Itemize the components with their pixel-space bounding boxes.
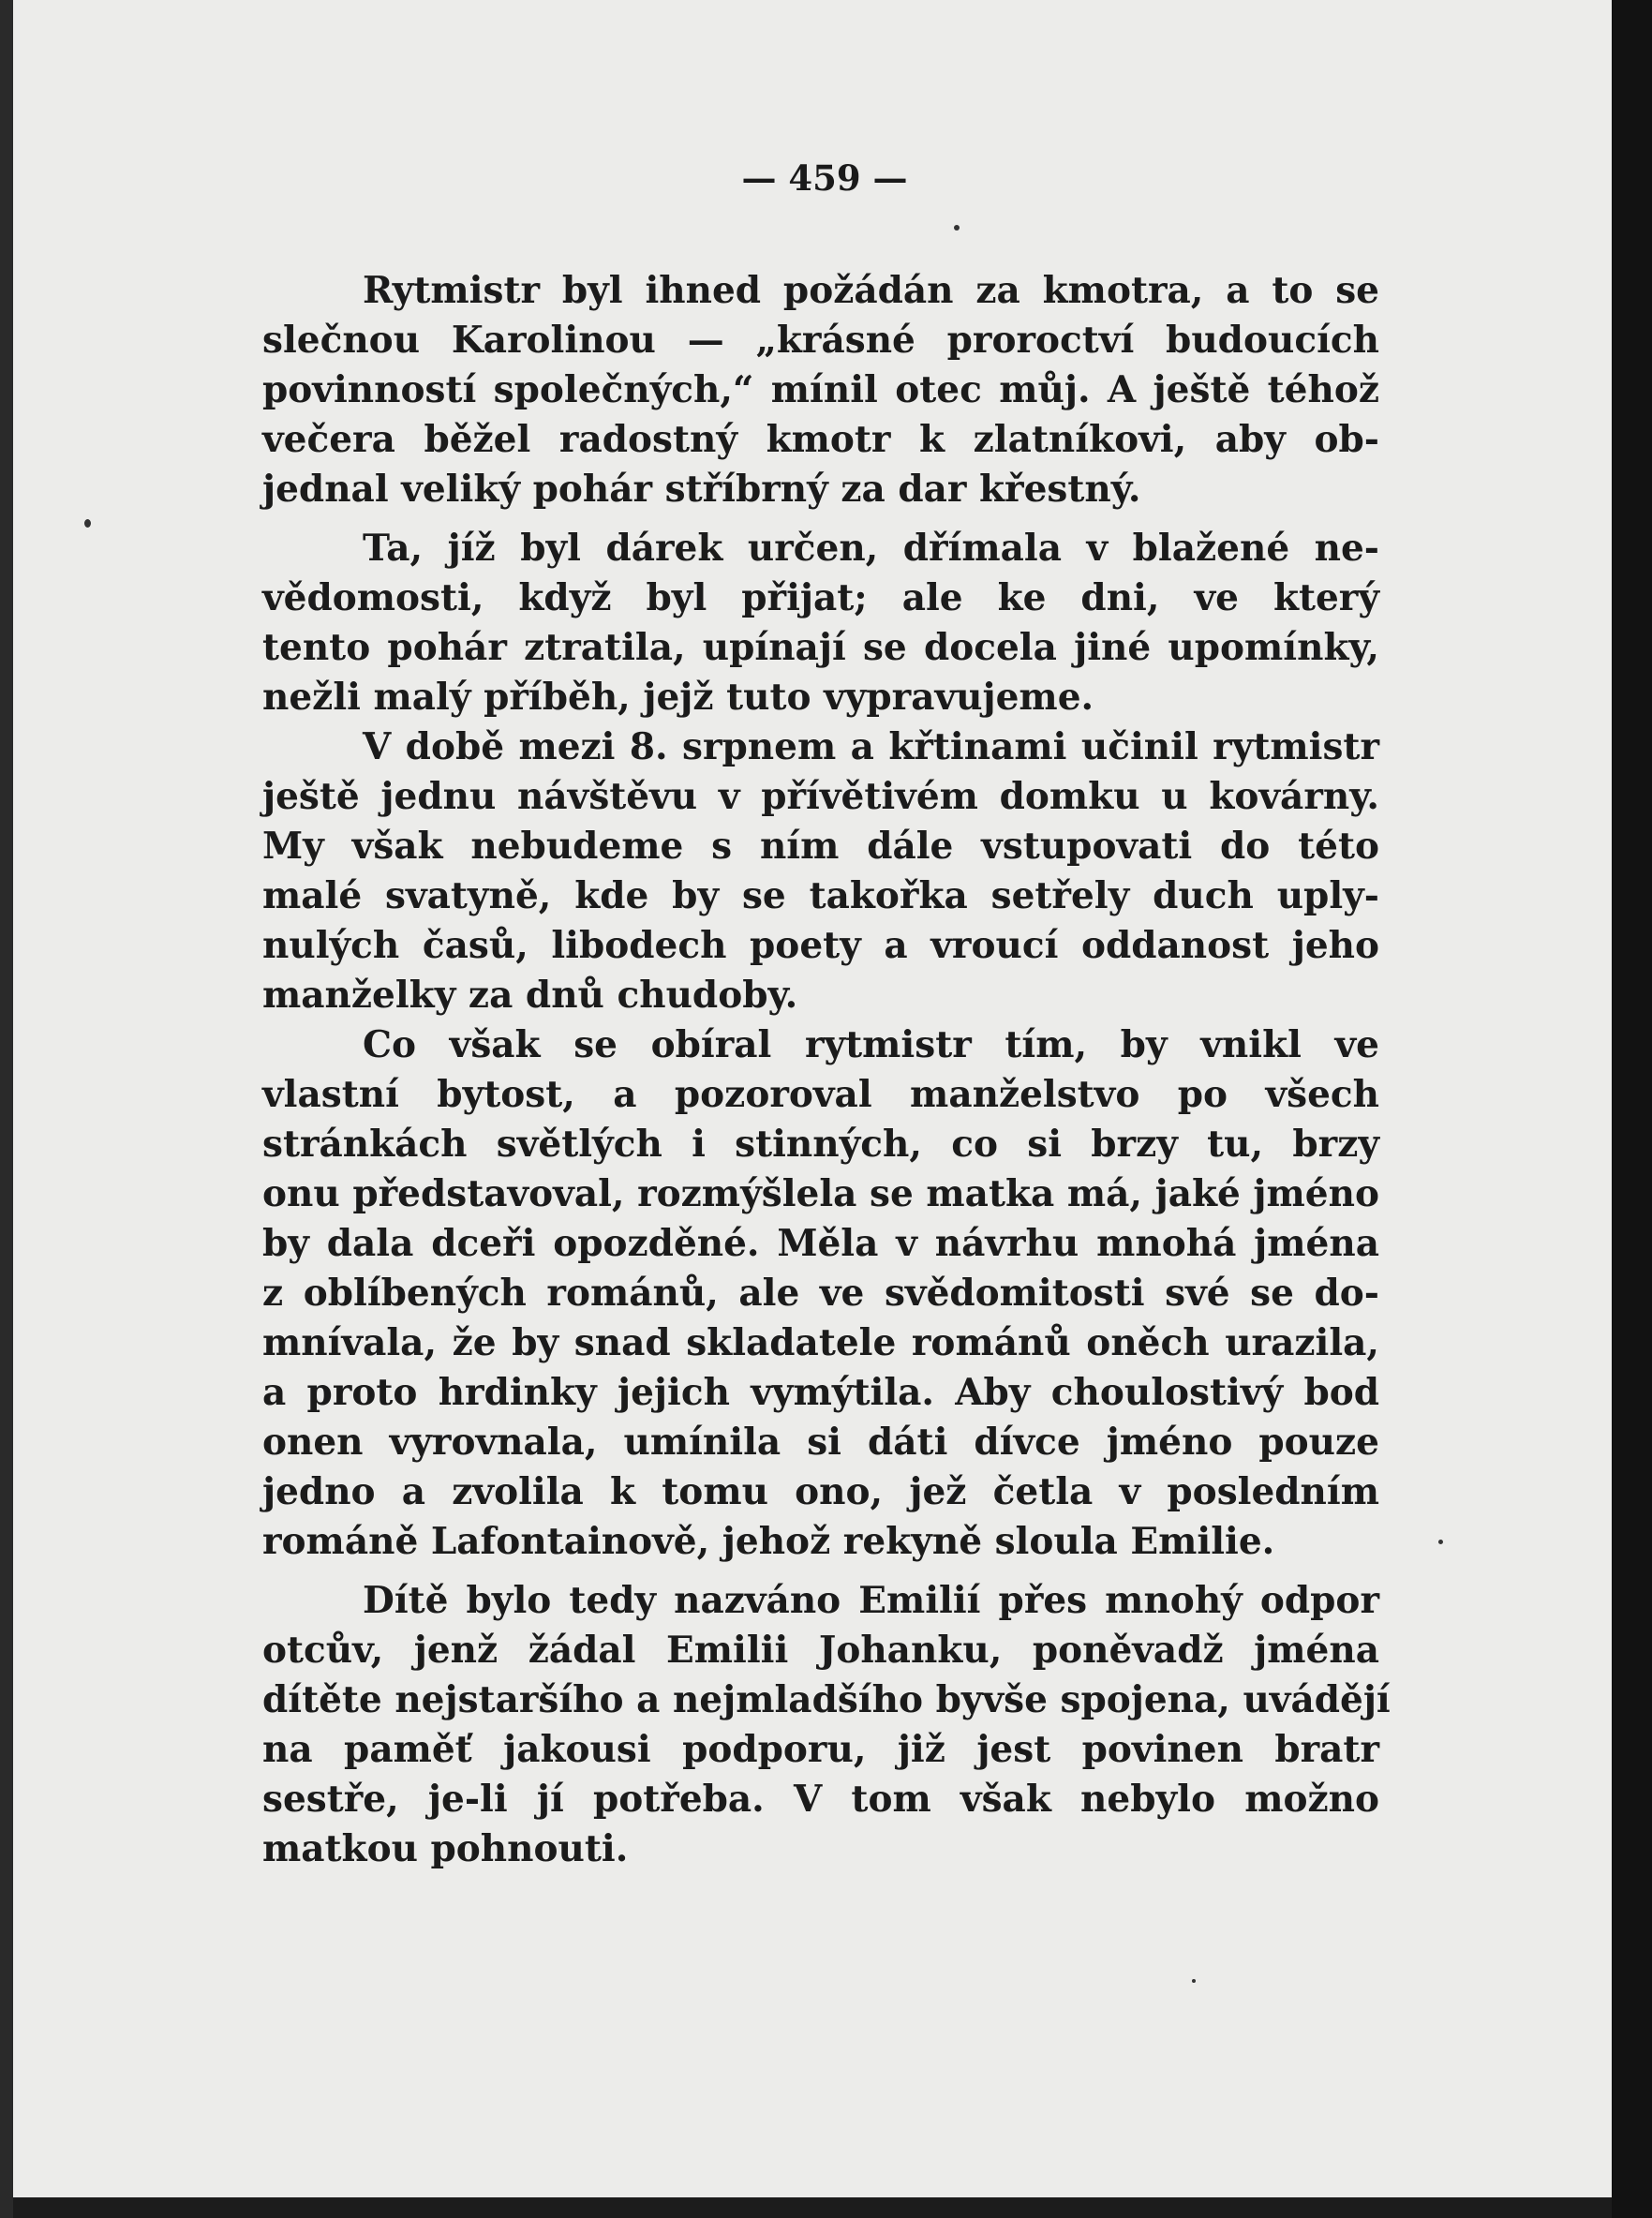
text-line: Dítě bylo tedy nazváno Emilií přes mnohý odpor	[363, 1579, 1379, 1622]
text-line: onen vyrovnala, umínila si dáti dívce jméno pouze	[262, 1421, 1379, 1464]
text-line: by dala dceři opozděné. Měla v návrhu mnohá jména	[262, 1222, 1379, 1265]
body-text	[262, 266, 1391, 1874]
text-line: Ta, jíž byl dárek určen, dřímala v blažené ne-	[363, 527, 1379, 570]
text-line: matkou pohnouti.	[262, 1827, 629, 1870]
text-line: večera běžel radostný kmotr k zlatníkovi, aby ob-	[262, 418, 1379, 461]
text-line: románě Lafontainově, jehož rekyně sloula Emilie.	[262, 1520, 1275, 1563]
text-line: povinností společných,“ mínil otec můj. A ještě téhož	[262, 368, 1379, 411]
text-line: Rytmistr byl ihned požádán za kmotra, a to se	[363, 269, 1379, 312]
text-line: dítěte nejstaršího a nejmladšího byvše spojena, uvádějí	[262, 1678, 1391, 1721]
text-line: nežli malý příběh, jejž tuto vypravujeme.	[262, 676, 1094, 719]
text-line: manželky za dnů chudoby.	[262, 974, 798, 1017]
text-line: malé svatyně, kde by se takořka setřely duch uply-	[262, 874, 1379, 917]
paragraph	[262, 266, 1379, 514]
paragraph	[262, 722, 1379, 1020]
dust-speck	[1438, 1540, 1443, 1544]
text-line: z oblíbených románů, ale ve svědomitosti své se do-	[262, 1272, 1379, 1315]
page-number: — 459 —	[741, 157, 908, 199]
text-line: vědomosti, když byl přijat; ale ke dni, ve který	[262, 576, 1379, 619]
text-line: vlastní bytost, a pozoroval manželstvo po všech	[262, 1073, 1379, 1116]
text-line: nulých časů, libodech poety a vroucí oddanost jeho	[262, 924, 1379, 967]
text-line: onu představoval, rozmýšlela se matka má, jaké jméno	[262, 1172, 1379, 1215]
text-line: ještě jednu návštěvu v přívětivém domku u kovárny.	[262, 775, 1379, 818]
page-right-shadow	[1612, 0, 1652, 2218]
text-line: mnívala, že by snad skladatele románů oněch urazila,	[262, 1321, 1379, 1364]
dust-speck	[954, 225, 960, 231]
paragraph	[262, 1576, 1391, 1874]
text-line: a proto hrdinky jejich vymýtila. Aby choulostivý bod	[262, 1371, 1379, 1414]
text-line: na paměť jakousi podporu, již jest povinen bratr	[262, 1728, 1379, 1771]
text-line: otcův, jenž žádal Emilii Johanku, poněvadž jména	[262, 1629, 1379, 1672]
text-line: jedno a zvolila k tomu ono, jež četla v posledním	[262, 1470, 1379, 1513]
text-line: tento pohár ztratila, upínají se docela jiné upomínky,	[262, 626, 1379, 669]
text-line: stránkách světlých i stinných, co si brzy tu, brzy	[262, 1123, 1379, 1166]
page-left-edge	[0, 0, 13, 2218]
text-line: sestře, je-li jí potřeba. V tom však nebylo možno	[262, 1778, 1379, 1821]
text-line: My však nebudeme s ním dále vstupovati do této	[262, 825, 1379, 868]
paragraph	[262, 524, 1379, 722]
text-line: Co však se obíral rytmistr tím, by vnikl ve	[363, 1023, 1379, 1066]
text-line: V době mezi 8. srpnem a křtinami učinil rytmistr	[363, 725, 1379, 768]
text-line: jednal veliký pohár stříbrný za dar křestný.	[262, 468, 1141, 511]
dust-speck	[84, 519, 91, 528]
text-line: slečnou Karolinou — „krásné proroctví budoucích	[262, 319, 1379, 362]
paragraph	[262, 1020, 1379, 1567]
dust-speck	[1192, 1979, 1196, 1983]
